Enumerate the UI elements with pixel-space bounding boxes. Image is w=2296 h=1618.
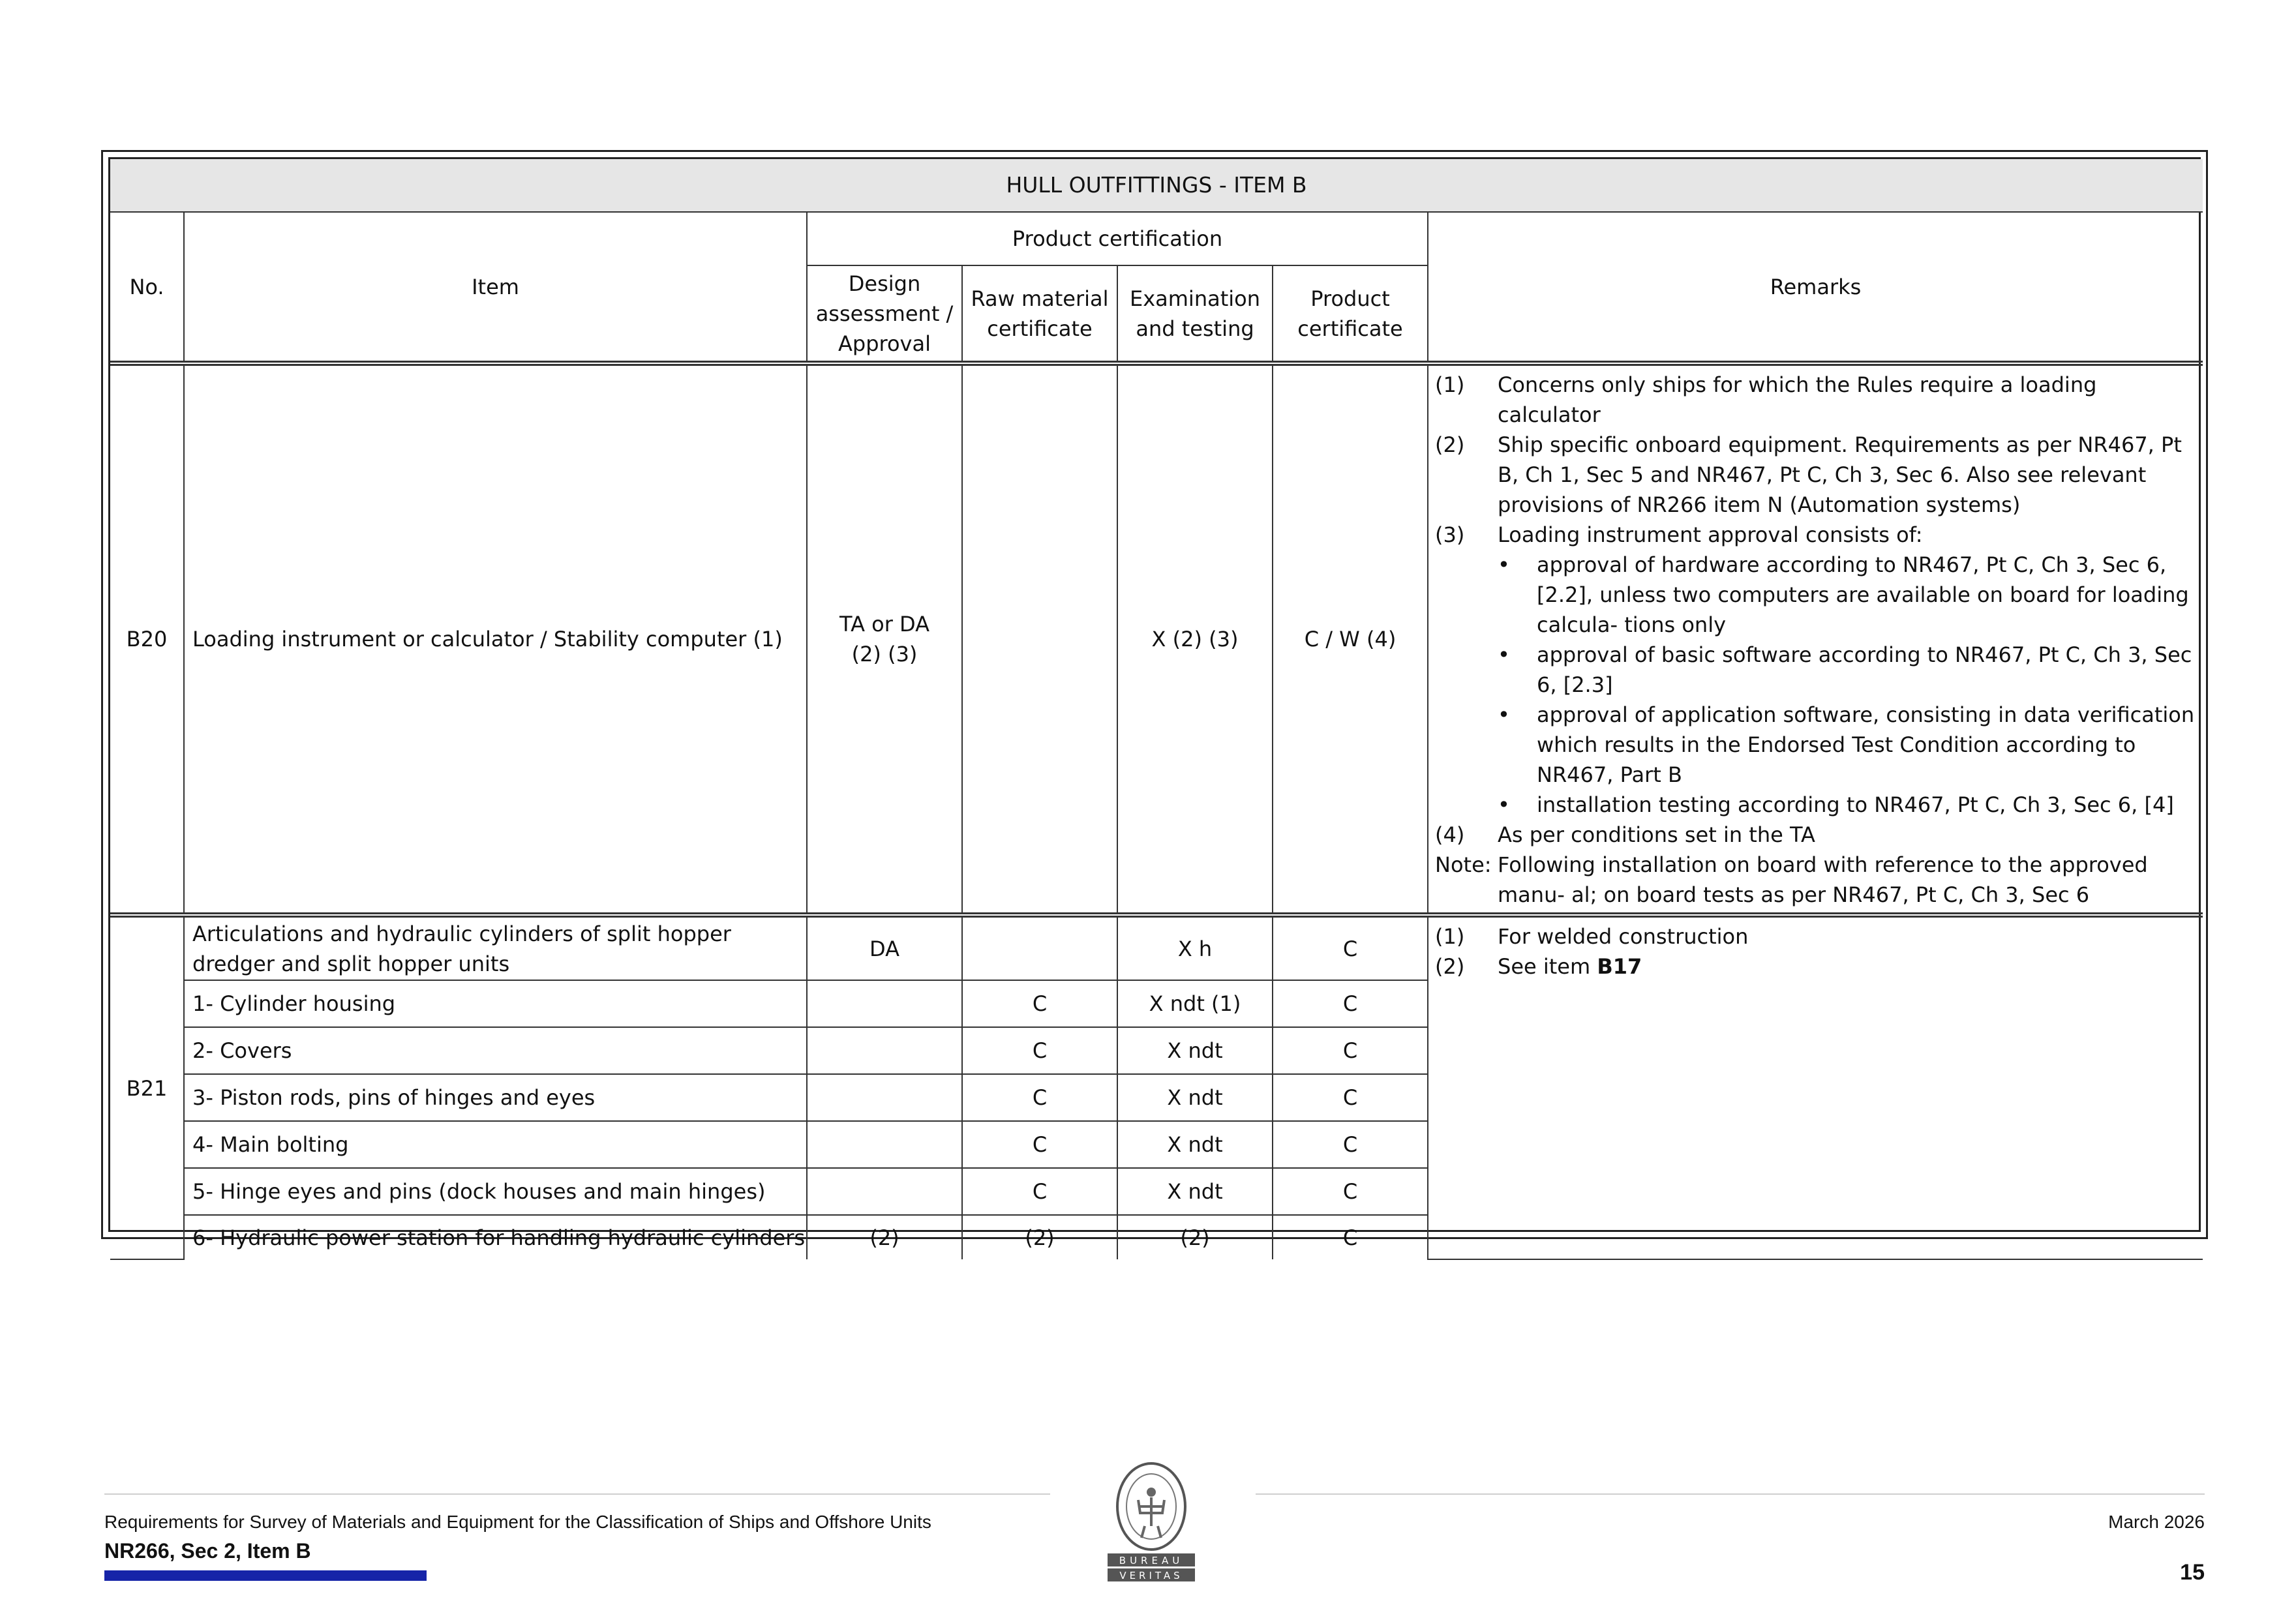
- table-inner-frame: [108, 157, 2201, 1250]
- header-product-certification: Product certification: [807, 212, 1428, 265]
- remark-note: [1435, 850, 2196, 910]
- bullet-icon: •: [1498, 702, 1510, 727]
- remark-line: [1435, 820, 2196, 850]
- row-exam-b21-2: X ndt: [1117, 1027, 1273, 1074]
- header-design-assessment: Design assessment / Approval: [807, 265, 962, 363]
- row-no-b21: B21: [110, 915, 184, 1259]
- row-item-b21-4: 4- Main bolting: [184, 1121, 807, 1168]
- note-tag: Note:: [1435, 852, 1492, 877]
- row-exam-b21-0: X h: [1117, 915, 1273, 980]
- footer-rule-right: [1256, 1493, 2205, 1495]
- row-design-b20: [807, 363, 962, 915]
- row-product-b21-0: C: [1273, 915, 1428, 980]
- header-raw-material: Raw material certificate: [962, 265, 1117, 363]
- row-product-b21-1: C: [1273, 980, 1428, 1027]
- row-raw-b21-0: [962, 915, 1117, 980]
- footer-accent-bar: [104, 1570, 427, 1581]
- remark-tag: (2): [1435, 432, 1465, 457]
- design-b20-line2: (2) (3): [851, 642, 918, 667]
- remark-line: [1435, 520, 2196, 550]
- row-product-b20: C / W (4): [1273, 363, 1428, 915]
- row-design-b21-0: DA: [807, 915, 962, 980]
- remark-text: Ship specific onboard equipment. Requirements as per NR467, Pt B, Ch 1, Sec 5 and NR467, Pt C, Ch 3, Sec 6. Also see relevant provisions of NR266 item N (Automation systems): [1498, 432, 2182, 517]
- remark-text: Loading instrument approval consists of:: [1498, 522, 1923, 547]
- remark-tag: (3): [1435, 522, 1465, 547]
- design-b20-line1: TA or DA: [839, 612, 929, 637]
- row-product-b21-3: C: [1273, 1074, 1428, 1121]
- page-number: 15: [2180, 1560, 2205, 1585]
- remark-tag: (1): [1435, 924, 1465, 949]
- row-raw-b21-3: C: [962, 1074, 1117, 1121]
- row-design-b21-3: [807, 1074, 962, 1121]
- row-no-b20: B20: [110, 363, 184, 915]
- table-frame: [101, 150, 2208, 1250]
- row-product-b21-6: C: [1273, 1215, 1428, 1259]
- footer-date: March 2026: [2108, 1512, 2205, 1532]
- remarks-b21: [1428, 915, 2203, 1259]
- footer-document-code: NR266, Sec 2, Item B: [104, 1539, 311, 1563]
- header-product-certificate: Product certificate: [1273, 265, 1428, 363]
- bullet-icon: •: [1498, 552, 1510, 577]
- header-remarks: Remarks: [1428, 212, 2203, 363]
- remark-ref: B17: [1597, 954, 1642, 979]
- remark-bullet: [1435, 790, 2196, 820]
- bullet-text: approval of hardware according to NR467, Pt C, Ch 3, Sec 6, [2.2], unless two computers are available on board for loading calcula- tions only: [1537, 552, 2189, 637]
- remark-text: For welded construction: [1498, 924, 1749, 949]
- logo-word-bureau: BUREAU: [1119, 1555, 1184, 1566]
- remark-prefix: See item: [1498, 954, 1597, 979]
- row-raw-b21-4: C: [962, 1121, 1117, 1168]
- row-exam-b20: X (2) (3): [1117, 363, 1273, 915]
- row-exam-b21-4: X ndt: [1117, 1121, 1273, 1168]
- note-text: Following installation on board with reference to the approved manu- al; on board tests as per NR467, Pt C, Ch 3, Sec 6: [1498, 852, 2148, 907]
- remarks-b20: [1428, 363, 2203, 915]
- bullet-text: approval of basic software according to NR467, Pt C, Ch 3, Sec 6, [2.3]: [1537, 642, 2192, 697]
- row-design-b21-6: (2): [807, 1215, 962, 1259]
- footer-document-title: Requirements for Survey of Materials and Equipment for the Classification of Ships and Offshore Units: [104, 1512, 931, 1532]
- logo-word-veritas: VERITAS: [1119, 1570, 1183, 1581]
- remark-line: [1435, 951, 2196, 981]
- remark-text: Concerns only ships for which the Rules require a loading calculator: [1498, 372, 2097, 427]
- row-raw-b21-2: C: [962, 1027, 1117, 1074]
- footer-rule-left: [104, 1493, 1050, 1495]
- row-design-b21-2: [807, 1027, 962, 1074]
- remark-text: As per conditions set in the TA: [1498, 822, 1815, 847]
- row-product-b21-2: C: [1273, 1027, 1428, 1074]
- row-item-b21-1: 1- Cylinder housing: [184, 980, 807, 1027]
- bullet-text: installation testing according to NR467, Pt C, Ch 3, Sec 6, [4]: [1537, 792, 2174, 817]
- row-item-b21-0: Articulations and hydraulic cylinders of split hopper dredger and split hopper units: [184, 915, 807, 980]
- hull-outfittings-table: [110, 159, 2203, 1260]
- row-exam-b21-5: X ndt: [1117, 1168, 1273, 1215]
- row-design-b21-1: [807, 980, 962, 1027]
- table-title: HULL OUTFITTINGS - ITEM B: [110, 159, 2203, 212]
- row-item-b21-2: 2- Covers: [184, 1027, 807, 1074]
- row-raw-b20: [962, 363, 1117, 915]
- row-item-b21-3: 3- Piston rods, pins of hinges and eyes: [184, 1074, 807, 1121]
- row-raw-b21-6: (2): [962, 1215, 1117, 1259]
- remark-bullet: [1435, 700, 2196, 790]
- bullet-icon: •: [1498, 642, 1510, 667]
- remark-tag: (4): [1435, 822, 1465, 847]
- row-exam-b21-1: X ndt (1): [1117, 980, 1273, 1027]
- row-exam-b21-6: (2): [1117, 1215, 1273, 1259]
- row-raw-b21-5: C: [962, 1168, 1117, 1215]
- row-raw-b21-1: C: [962, 980, 1117, 1027]
- remark-tag: (1): [1435, 372, 1465, 397]
- header-item: Item: [184, 212, 807, 363]
- bureau-veritas-seal-icon: [1102, 1461, 1200, 1585]
- remark-line: [1435, 370, 2196, 430]
- remark-bullet: [1435, 550, 2196, 640]
- remark-line: [1435, 921, 2196, 951]
- row-design-b21-4: [807, 1121, 962, 1168]
- row-item-b20: Loading instrument or calculator / Stability computer (1): [184, 363, 807, 915]
- remark-bullet: [1435, 640, 2196, 700]
- remark-tag: (2): [1435, 954, 1465, 979]
- remark-line: [1435, 430, 2196, 520]
- bureau-veritas-logo: [1102, 1461, 1200, 1585]
- header-examination: Examination and testing: [1117, 265, 1273, 363]
- row-design-b21-5: [807, 1168, 962, 1215]
- row-item-b21-5: 5- Hinge eyes and pins (dock houses and main hinges): [184, 1168, 807, 1215]
- header-no: No.: [110, 212, 184, 363]
- row-exam-b21-3: X ndt: [1117, 1074, 1273, 1121]
- row-product-b21-5: C: [1273, 1168, 1428, 1215]
- bullet-icon: •: [1498, 792, 1510, 817]
- bullet-text: approval of application software, consisting in data verification which results in the Endorsed Test Condition according to NR467, Part B: [1537, 702, 2195, 787]
- row-item-b21-6: 6- Hydraulic power station for handling hydraulic cylinders: [184, 1215, 807, 1259]
- remark-text: [1498, 951, 2196, 981]
- row-product-b21-4: C: [1273, 1121, 1428, 1168]
